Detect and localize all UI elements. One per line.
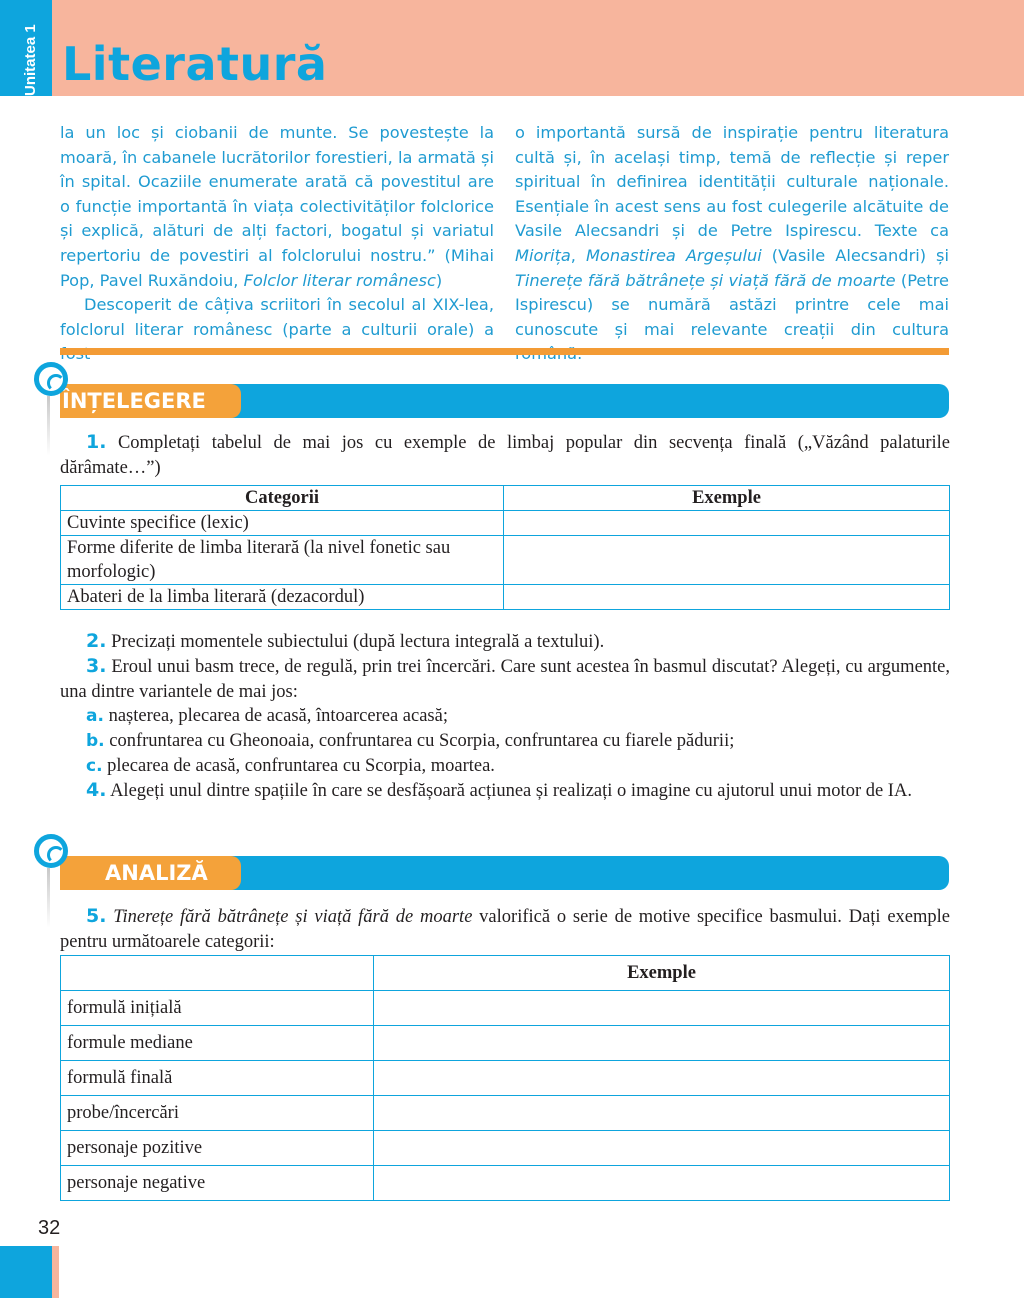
intro-text: (Vasile Alecsandri) și xyxy=(761,245,949,265)
option-letter: b. xyxy=(86,731,105,751)
task-number: 3. xyxy=(86,655,107,677)
table-row xyxy=(61,1096,950,1131)
intro-text: ) xyxy=(435,270,443,290)
section-title-intelegere: ÎNȚELEGERE xyxy=(60,384,241,418)
task-4 xyxy=(60,778,950,804)
task-work-title: Tinerețe fără bătrânețe și viață fără de moarte xyxy=(113,907,473,927)
table-row xyxy=(61,585,950,610)
section-title-analiza: ANALIZĂ xyxy=(60,856,241,890)
table-cell-empty[interactable] xyxy=(504,536,950,585)
option-text: confruntarea cu Gheonoaia, confruntarea cu Scorpia, confruntarea cu fiarele pădurii; xyxy=(109,731,735,751)
intro-paragraph: Descoperit de câțiva scriitori în secolul al XIX-lea, folclorul literar românesc (parte a culturii orale) a xyxy=(60,295,494,339)
table-cell-category: Forme diferite de limba literară (la nivel fonetic sau morfologic) xyxy=(61,536,504,585)
table-row xyxy=(61,1131,950,1166)
task-text: Eroul unui basm trece, de regulă, prin trei încercări. Care sunt acestea în basmul discutat? Alegeți, cu argumente, una dintre variantele de mai jos: xyxy=(60,657,951,702)
task-text: Completați tabelul de mai jos cu exemple de limbaj popular din secvența finală („Văzând palaturile dărâmate…”) xyxy=(60,433,950,478)
page-number: 32 xyxy=(38,1217,61,1239)
intro-text: la un loc și ciobanii de munte. Se povestește la moară, în cabanele lucrătorilor forestieri, la armată și în spital. Ocaziile enumerate arată că povestitul are o funcție importantă în viața colectivităților folclorice și explică, alături de alți factori, bogatul și variatul repertoriu de povestiri al folclorului nostru.” (Mihai Pop, Pavel Ruxăndoiu, xyxy=(60,123,494,290)
table-header-row xyxy=(61,486,950,511)
table-cell-category: formulă inițială xyxy=(61,991,374,1026)
option-text: nașterea, plecarea de acasă, întoarcerea acasă; xyxy=(108,706,448,726)
intro-text: , xyxy=(570,245,586,265)
table-cell-category: Abateri de la limba literară (dezacordul) xyxy=(61,585,504,610)
table-row xyxy=(61,991,950,1026)
task-1 xyxy=(60,430,950,480)
option-letter: a. xyxy=(86,706,104,726)
table-motive-basm xyxy=(60,955,950,1201)
task-3 xyxy=(60,654,950,704)
option-letter: c. xyxy=(86,756,103,776)
footer-blue-block xyxy=(0,1246,52,1298)
table-cell-empty[interactable] xyxy=(374,1131,950,1166)
task-2 xyxy=(60,629,950,655)
table-cell-empty[interactable] xyxy=(504,511,950,536)
intro-work-title: Tinerețe fără bătrânețe și viață fără de moarte xyxy=(515,270,896,290)
option-a xyxy=(86,704,956,729)
option-c xyxy=(86,754,956,779)
intro-right-column xyxy=(515,121,949,367)
swirl-tail xyxy=(47,396,50,456)
intro-book-title: Folclor literar românesc xyxy=(243,270,436,290)
table-cell-empty[interactable] xyxy=(374,1026,950,1061)
task-text: Precizați momentele subiectului (după lectura integrală a textului). xyxy=(111,632,605,652)
intro-work-title: Monastirea Argeșului xyxy=(585,245,762,265)
table-cell-category: formulă finală xyxy=(61,1061,374,1096)
intro-text: (Petre Ispirescu) se numără astăzi printre cele mai cunoscute și mai relevante creații din cultura xyxy=(515,270,949,339)
swirl-icon xyxy=(34,834,68,868)
table-cell-empty[interactable] xyxy=(374,1166,950,1201)
table-limbaj-popular xyxy=(60,485,950,610)
table-cell-category: personaje pozitive xyxy=(61,1131,374,1166)
section-divider xyxy=(60,348,949,355)
option-b xyxy=(86,729,956,754)
task-text: Alegeți unul dintre spațiile în care se desfășoară acțiunea și realizați o imagine cu ajutorul unui motor de IA. xyxy=(110,781,912,801)
intro-paragraph xyxy=(515,121,949,367)
table-header-cell: Categorii xyxy=(61,486,504,511)
table-row xyxy=(61,1026,950,1061)
task-number: 4. xyxy=(86,779,107,801)
table-row xyxy=(61,536,950,585)
table-row xyxy=(61,1061,950,1096)
table-row xyxy=(61,1166,950,1201)
unit-label: Unitatea 1 xyxy=(22,24,39,96)
table-header-cell-empty xyxy=(61,956,374,991)
task-number: 1. xyxy=(86,431,107,453)
intro-paragraph xyxy=(60,121,494,293)
table-cell-empty[interactable] xyxy=(504,585,950,610)
table-cell-category: probe/încercări xyxy=(61,1096,374,1131)
table-header-cell: Exemple xyxy=(504,486,950,511)
option-text: plecarea de acasă, confruntarea cu Scorpia, moartea. xyxy=(107,756,495,776)
table-cell-category: personaje negative xyxy=(61,1166,374,1201)
swirl-icon xyxy=(34,362,68,396)
intro-text: o importantă sursă de inspirație pentru literatura cultă și, în același timp, temă de reflecție și reper spiritual în definirea identității culturale naționale. Esențiale în acest sens au fost culegerile alcătuite de Vasile Alecsandri și de Petre Ispirescu. Texte ca xyxy=(515,123,949,241)
table-cell-category: Cuvinte specifice (lexic) xyxy=(61,511,504,536)
intro-left-column xyxy=(60,121,494,367)
task-number: 5. xyxy=(86,905,107,927)
table-row xyxy=(61,511,950,536)
task-5 xyxy=(60,904,950,954)
task-number: 2. xyxy=(86,630,107,652)
table-cell-empty[interactable] xyxy=(374,1061,950,1096)
table-header-cell: Exemple xyxy=(374,956,950,991)
footer-salmon-strip xyxy=(52,1246,59,1298)
task-text: valorifică o serie de motive specifice basmului. Dați exemple pentru următoarele categorii: xyxy=(60,907,950,952)
swirl-tail xyxy=(47,868,50,928)
table-cell-empty[interactable] xyxy=(374,1096,950,1131)
intro-work-title: Miorița xyxy=(515,245,571,265)
page-title: Literatură xyxy=(62,37,328,91)
table-header-row xyxy=(61,956,950,991)
table-cell-category: formule mediane xyxy=(61,1026,374,1061)
table-cell-empty[interactable] xyxy=(374,991,950,1026)
